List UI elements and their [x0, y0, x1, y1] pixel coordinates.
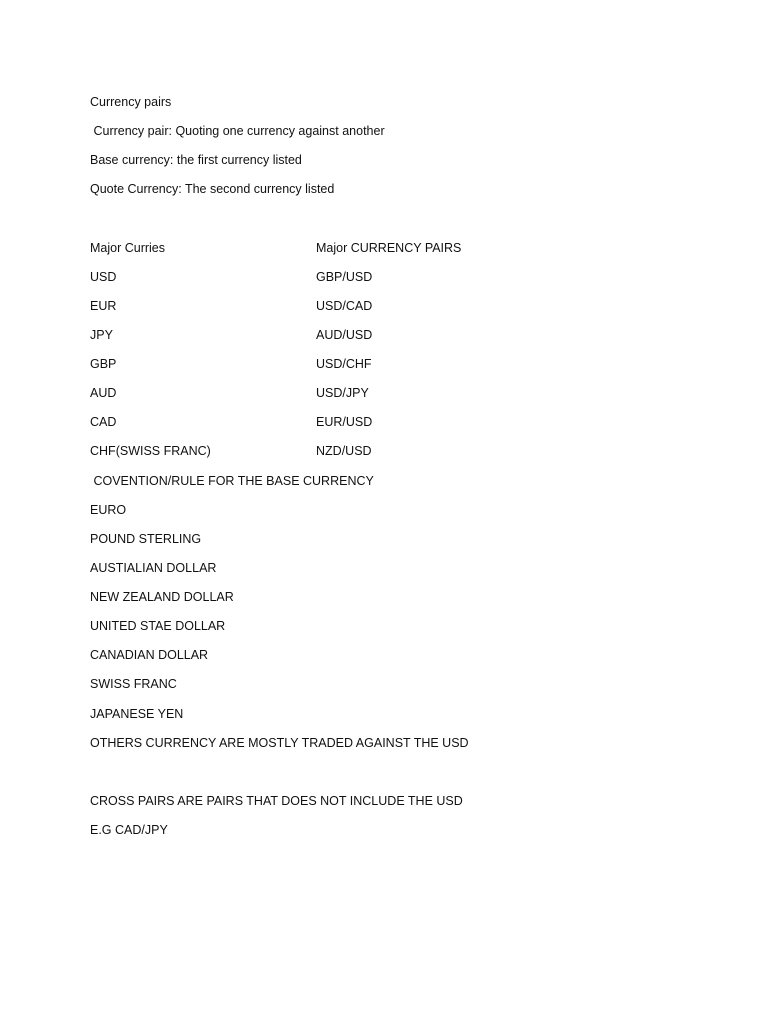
major-currency-item: USD	[90, 270, 117, 284]
major-pair-item: USD/CAD	[316, 299, 373, 313]
major-currency-item: AUD	[90, 386, 117, 400]
major-pair-item: NZD/USD	[316, 444, 372, 458]
base-priority-item: UNITED STAE DOLLAR	[90, 619, 226, 633]
base-priority-item: POUND STERLING	[90, 532, 202, 546]
major-currency-item: CAD	[90, 415, 117, 429]
major-currency-item: GBP	[90, 357, 117, 371]
base-priority-item: EURO	[90, 503, 127, 517]
major-pair-item: USD/JPY	[316, 386, 369, 400]
base-priority-item: CANADIAN DOLLAR	[90, 648, 209, 662]
major-currencies-header: Major Curries	[90, 241, 166, 255]
others-note: OTHERS CURRENCY ARE MOSTLY TRADED AGAINST THE USD	[90, 736, 469, 750]
base-priority-item: AUSTIALIAN DOLLAR	[90, 561, 217, 575]
major-pair-item: EUR/USD	[316, 415, 373, 429]
base-priority-item: SWISS FRANC	[90, 677, 177, 691]
base-priority-item: JAPANESE YEN	[90, 707, 184, 721]
major-pair-item: USD/CHF	[316, 357, 372, 371]
major-currency-item: EUR	[90, 299, 117, 313]
convention-heading: COVENTION/RULE FOR THE BASE CURRENCY	[90, 474, 374, 488]
major-currency-item: CHF(SWISS FRANC)	[90, 444, 211, 458]
major-pair-item: AUD/USD	[316, 328, 373, 342]
base-priority-item: NEW ZEALAND DOLLAR	[90, 590, 234, 604]
cross-pairs-statement: CROSS PAIRS ARE PAIRS THAT DOES NOT INCLUDE THE USD	[90, 794, 463, 808]
definition-quote-currency: Quote Currency: The second currency listed	[90, 182, 335, 196]
major-pairs-header: Major CURRENCY PAIRS	[316, 241, 462, 255]
document-title: Currency pairs	[90, 95, 172, 109]
definition-currency-pair: Currency pair: Quoting one currency against another	[90, 124, 385, 138]
major-pair-item: GBP/USD	[316, 270, 373, 284]
major-currency-item: JPY	[90, 328, 113, 342]
definition-base-currency: Base currency: the first currency listed	[90, 153, 302, 167]
cross-pairs-example: E.G CAD/JPY	[90, 823, 168, 837]
